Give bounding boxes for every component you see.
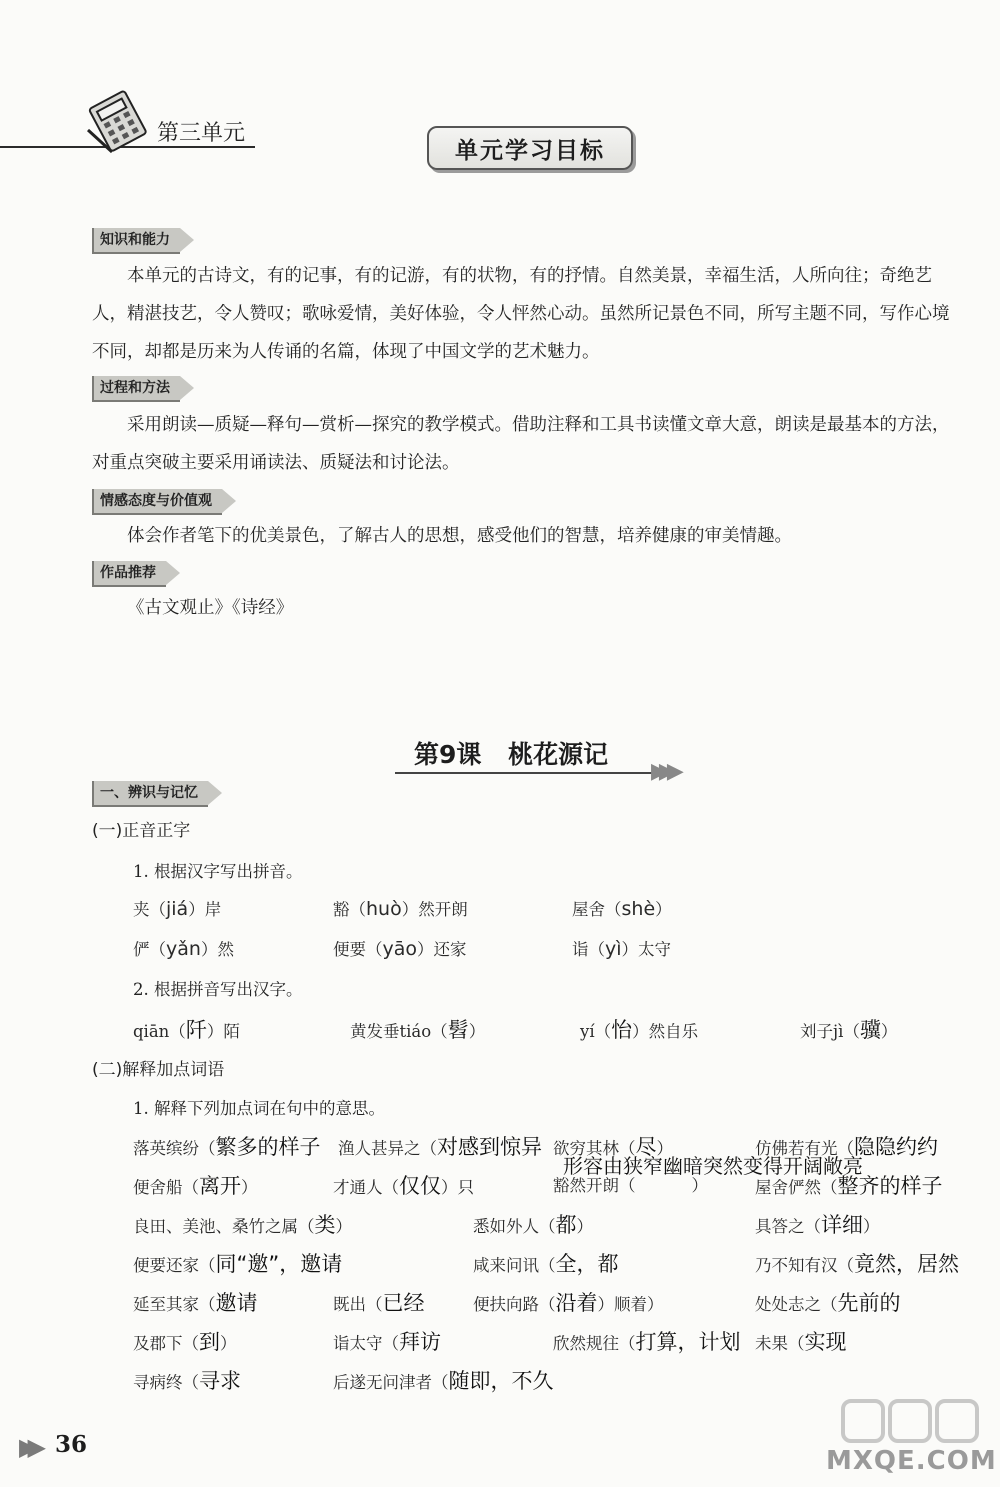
pinyin-item: 豁（huò）然开朗 — [333, 898, 468, 920]
word-item: 既出（已经 — [333, 1291, 425, 1315]
section-tag-knowledge: 知识和能力 — [92, 228, 180, 254]
word-item: 便舍船（离开） — [133, 1174, 258, 1198]
notebook-calculator-icon — [84, 86, 156, 156]
section-tag-process: 过程和方法 — [92, 376, 180, 402]
page-number: 36 — [55, 1431, 88, 1458]
unit-goals-title: 单元学习目标 — [427, 126, 633, 170]
word-item: 具答之（详细） — [755, 1213, 880, 1237]
word-item: 落英缤纷（繁多的样子 — [133, 1135, 321, 1159]
word-item: 后遂无问津者（随即，不久 — [333, 1369, 554, 1393]
section-tag-recognition: 一、辨识与记忆 — [92, 781, 208, 807]
word-item: 豁然开朗（ ） — [553, 1176, 708, 1195]
knowledge-paragraph: 本单元的古诗文，有的记事，有的记游，有的状物，有的抒情。自然美景，幸福生活，人所向往；奇绝艺人，精湛技艺，令人赞叹；歌咏爱情，美好体验，令人怦然心动。虽然所记景色不同，所写主题不同，写作心境不同，却都是历来为人传诵的名篇，体现了中国文学的艺术魅力。 — [92, 266, 950, 362]
lesson-title: 第9课 桃花源记 — [414, 740, 609, 769]
double-arrow-icon: ▶▶▶ — [651, 759, 675, 784]
section-tag-attitude: 情感态度与价值观 — [92, 489, 222, 515]
part2-heading: (二)解释加点词语 — [92, 1060, 225, 1080]
q1-prompt: 1. 根据汉字写出拼音。 — [133, 862, 303, 881]
part2-q1-prompt: 1. 解释下列加点词在句中的意思。 — [133, 1099, 385, 1118]
hanzi-item: 黄发垂tiáo（髫） — [350, 1018, 486, 1042]
word-item: 便要还家（同“邀”，邀请 — [133, 1252, 343, 1276]
word-item: 悉如外人（都） — [473, 1213, 593, 1237]
q2-prompt: 2. 根据拼音写出汉字。 — [133, 980, 303, 999]
page-arrow-icon: ▶▶ — [19, 1433, 36, 1461]
pinyin-item: 夹（jiá）岸 — [133, 898, 222, 920]
word-item: 便扶向路（沿着）顺着） — [473, 1291, 664, 1315]
word-item: 咸来问讯（全，都 — [473, 1252, 619, 1276]
pinyin-item: 屋舍（shè） — [572, 898, 672, 920]
word-item: 乃不知有汉（竟然，居然 — [755, 1252, 959, 1276]
attitude-paragraph: 体会作者笔下的优美景色，了解古人的思想，感受他们的智慧，培养健康的审美情趣。 — [127, 526, 792, 546]
word-item: 才通人（仅仅）只 — [333, 1174, 474, 1198]
word-item: 欲穷其林（尽） — [553, 1135, 673, 1159]
hanzi-item: qiān（阡）陌 — [133, 1018, 240, 1042]
word-item: 渔人甚异之（对感到惊异 — [338, 1135, 542, 1159]
process-paragraph: 采用朗读—质疑—释句—赏析—探究的教学模式。借助注释和工具书读懂文章大意，朗读是最基本的方法，对重点突破主要采用诵读法、质疑法和讨论法。 — [92, 415, 950, 473]
hanzi-item: yí（怡）然自乐 — [580, 1018, 699, 1042]
unit-label: 第三单元 — [157, 121, 246, 146]
part1-heading: (一)正音正字 — [92, 821, 191, 841]
pinyin-item: 俨（yǎn）然 — [133, 938, 234, 960]
hanzi-item: 刘子jì（骥） — [800, 1018, 898, 1042]
word-item: 仿佛若有光（隐隐约约 — [755, 1135, 938, 1159]
word-item: 延至其家（邀请 — [133, 1291, 258, 1315]
pinyin-item: 便要（yāo）还家 — [333, 938, 467, 960]
word-item: 未果（实现 — [755, 1330, 847, 1354]
pinyin-item: 诣（yì）太守 — [572, 938, 672, 960]
section-tag-recommend: 作品推荐 — [92, 561, 166, 587]
word-item: 欣然规往（打算，计划 — [553, 1330, 741, 1354]
recommend-paragraph: 《古文观止》《诗经》 — [127, 598, 294, 618]
word-item: 寻病终（寻求 — [133, 1369, 241, 1393]
word-item: 良田、美池、桑竹之属（类） — [133, 1213, 352, 1237]
handwritten-answer: 形容由狭窄幽暗突然变得开阔敞亮 — [563, 1154, 863, 1178]
word-item: 处处志之（先前的 — [755, 1291, 901, 1315]
watermark-text: MXQE.COM — [826, 1446, 997, 1476]
word-item: 诣太守（拜访 — [333, 1330, 441, 1354]
lesson-title-rule — [395, 772, 655, 774]
word-item: 及郡下（到） — [133, 1330, 237, 1354]
word-item: 屋舍俨然（整齐的样子 — [755, 1174, 943, 1198]
